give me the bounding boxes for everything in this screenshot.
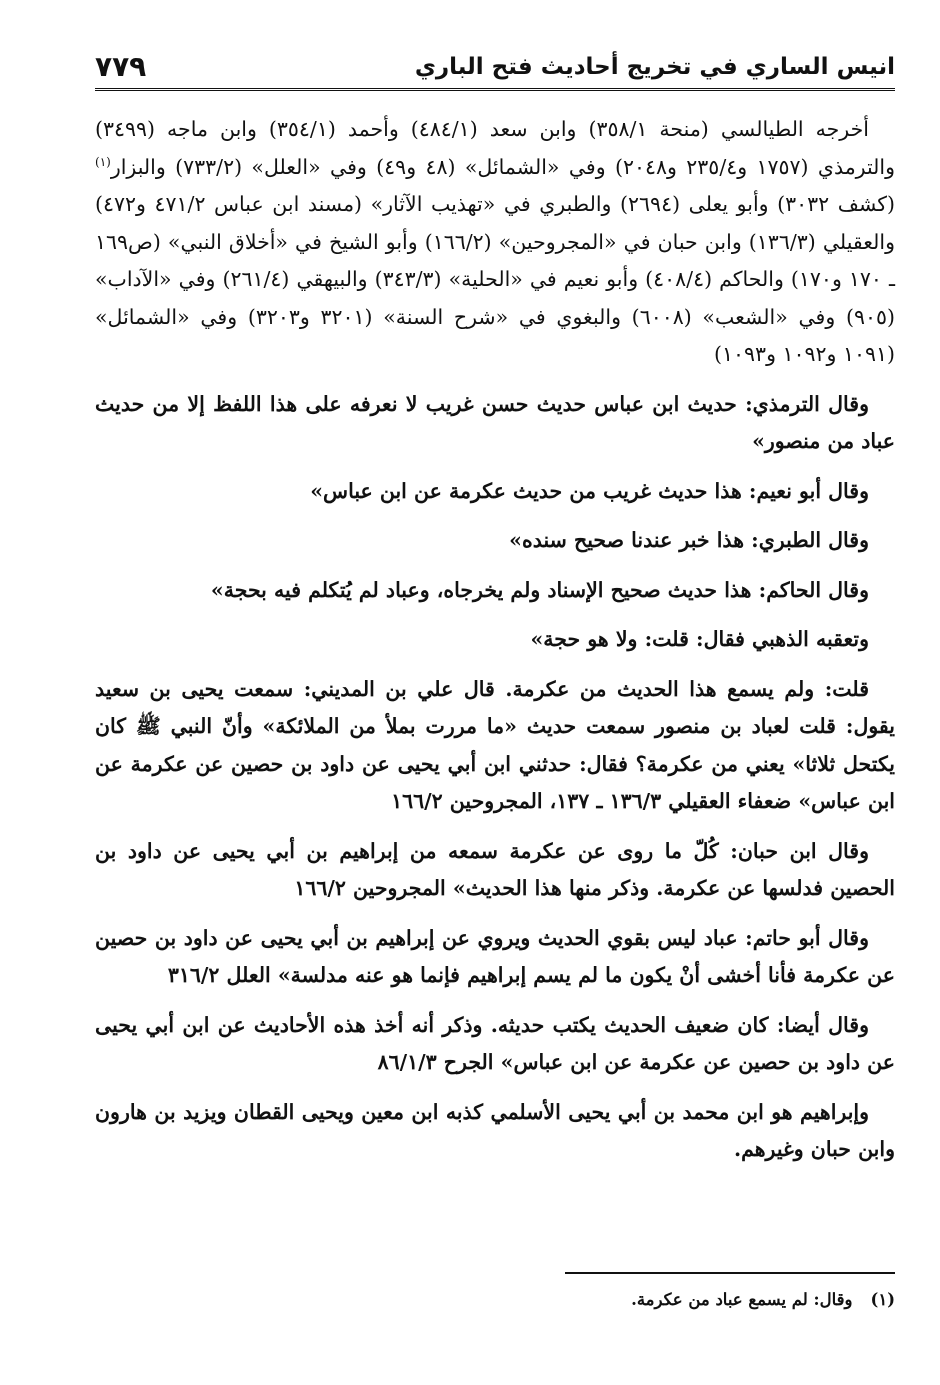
paragraph-text: قلت: ولم يسمع هذا الحديث من عكرمة. قال علي بن المديني: سمعت يحيى بن سعيد يقول: قلت لعباد بن منصور سمعت حديث	[95, 676, 895, 738]
paragraph-ibrahim: وإبراهيم هو ابن محمد بن أبي يحيى الأسلمي كذبه ابن معين ويحيى القطان ويزيد بن هارون وابن حبان وغيرهم.	[95, 1099, 895, 1161]
paragraph-text-rest: وأنّ النبي ﷺ كان يكتحل ثلاثا» يعني من عكرمة؟ فقال: حدثني ابن أبي يحيى عن داود بن حصين عن عكرمة عن ابن عباس» ضعفاء العقيلي ١٣٦/٣ ـ ١٣٧، المجروحين ١٦٦/٢	[95, 714, 895, 813]
footnote-text: وقال: لم يسمع عباد من عكرمة.	[631, 1290, 853, 1309]
paragraph-tirmidhi: وقال الترمذي: حديث ابن عباس حديث حسن غريب لا نعرفه على هذا اللفظ إلا من حديث عباد من منصور»	[95, 391, 895, 453]
running-title: انيس الساري في تخريج أحاديث فتح الباري	[414, 54, 895, 80]
paragraph-abu-hatim: وقال أبو حاتم: عباد ليس بقوي الحديث ويروي عن إبراهيم بن أبي يحيى عن داود بن حصين عن عكرمة فأنا أخشى أنْ يكون ما لم يسم إبراهيم فإنما هو عنه مدلسة» العلل ٣١٦/٢	[95, 925, 895, 987]
footnote-number: (١)	[870, 1290, 895, 1309]
paragraph-ibn-hibban: وقال ابن حبان: كُلّ ما روى عن عكرمة سمعه من إبراهيم بن أبي يحيى عن داود بن الحصين فدلسها عن عكرمة. وذكر منها هذا الحديث» المجروحين ١٦٦/٢	[95, 838, 895, 900]
paragraph-takhrij	[95, 111, 895, 374]
paragraph-dhahabi: وتعقبه الذهبي فقال: قلت: ولا هو حجة»	[530, 627, 869, 651]
quoted-hadith: «ما مررت بملأ من الملائكة»	[262, 714, 517, 738]
document-page	[95, 40, 895, 1370]
paragraph-text-rest: (كشف ٣٠٣٢) وأبو يعلى (٢٦٩٤) والطبري في «تهذيب الآثار» (مسند ابن عباس ٤٧١/٢ و٤٧٢) والعقيلي (١٣٦/٣) وابن حبان في «المجروحين» (١٦٦/٢) وأبو الشيخ في «أخلاق النبي» (ص١٦٩ ـ ١٧٠ و١٧٠) والحاكم (٤٠٨/٤) وأبو نعيم في «الحلية» (٣٤٣/٣) والبيهقي (٢٦١/٤) وفي «الآداب» (٩٠٥) وفي «الشعب» (٦٠٠٨) والبغوي في «شرح السنة» (٣٢٠١ و٣٢٠٣) وفي «الشمائل» (١٠٩١ و١٠٩٢ و١٠٩٣)	[95, 192, 895, 366]
paragraph-text: أخرجه الطيالسي (منحة ٣٥٨/١) وابن سعد (٤٨٤/١) وأحمد (٣٥٤/١) وابن ماجه (٣٤٩٩) والترمذي (١٧٥٧ و٢٣٥/٤ و٢٠٤٨) وفي «الشمائل» (٤٨ و٤٩) وفي «العلل» (٧٣٣/٢) والبزار	[95, 117, 896, 179]
paragraph-hakim: وقال الحاكم: هذا حديث صحيح الإسناد ولم يخرجاه، وعباد لم يُتكلم فيه بحجة»	[210, 577, 869, 602]
main-text	[95, 111, 895, 1169]
page-number: ٧٧٩	[95, 50, 147, 83]
page-header	[95, 40, 895, 91]
footnote-divider	[565, 1272, 895, 1274]
paragraph-abu-hatim-2: وقال أيضا: كان ضعيف الحديث يكتب حديثه. وذكر أنه أخذ هذه الأحاديث عن ابن أبي يحيى عن داود بن حصين عن عكرمة عن ابن عباس» الجرح ٨٦/١/٣	[95, 1012, 895, 1074]
footnote	[631, 1290, 895, 1309]
paragraph-tabari: وقال الطبري: هذا خبر عندنا صحيح سنده»	[509, 528, 869, 552]
paragraph-qultu	[95, 671, 895, 821]
footnote-reference: (١)	[95, 154, 111, 169]
paragraph-abu-nuaym: وقال أبو نعيم: هذا حديث غريب من حديث عكرمة عن ابن عباس»	[310, 478, 869, 503]
